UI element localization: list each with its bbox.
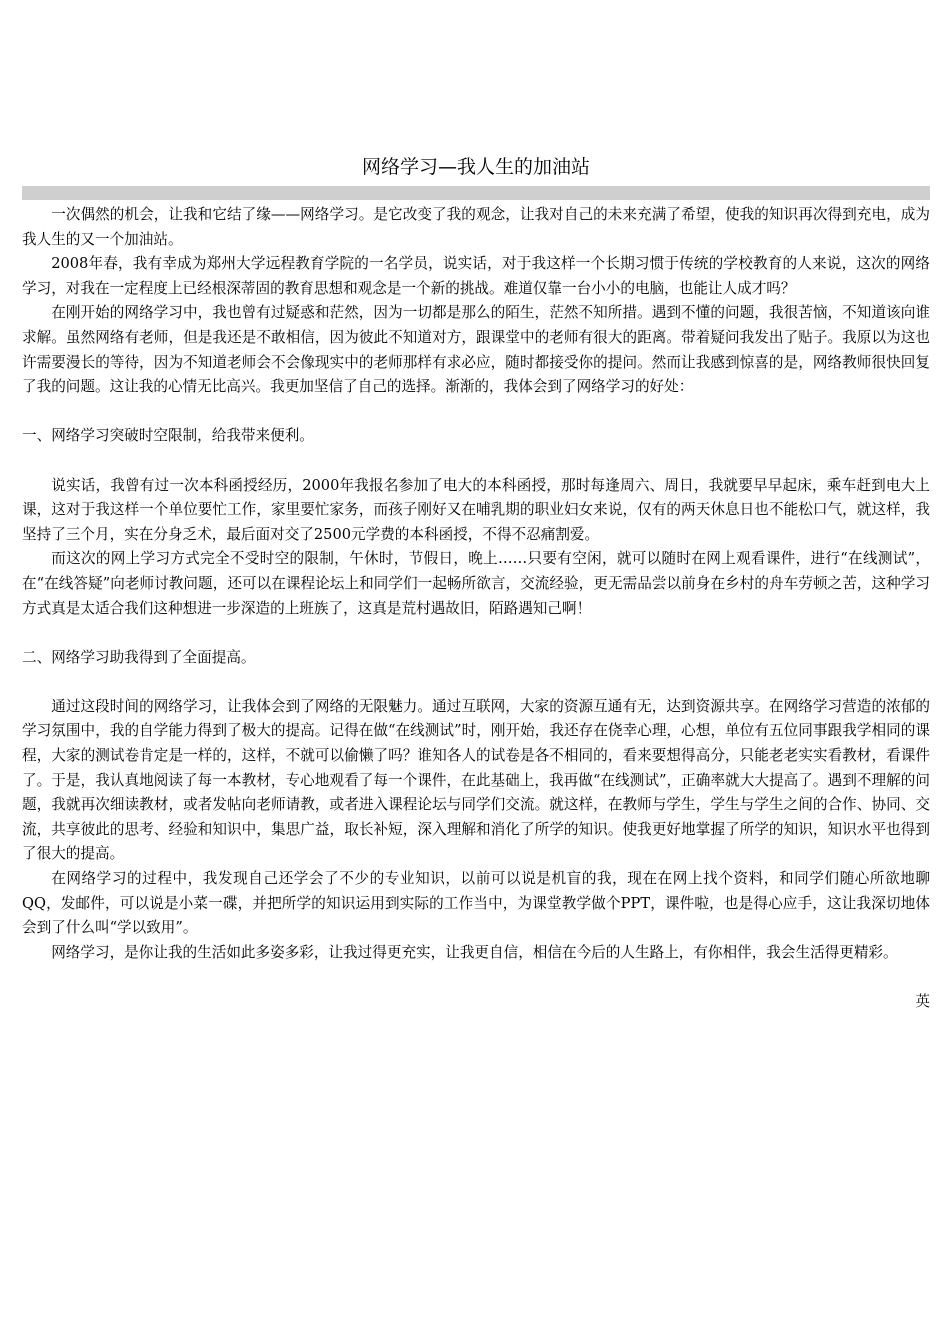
spacer: [22, 400, 930, 425]
document-body: [22, 203, 930, 1015]
spacer: [22, 670, 930, 695]
paragraph-intro: 一次偶然的机会，让我和它结了缘——网络学习。是它改变了我的观念，让我对自己的未来充满了希望，使我的知识再次得到充电，成为我人生的又一个加油站。: [22, 206, 930, 248]
paragraph-early-learning: 在刚开始的网络学习中，我也曾有过疑惑和茫然，因为一切都是那么的陌生，茫然不知所措。遇到不懂的问题，我很苦恼，不知道该向谁求解。虽然网络有老师，但是我还是不敢相信，因为彼此不知道对方，跟课堂中的老师有很大的距离。带着疑问我发出了贴子。我原以为这也许需要漫长的等待，因为不知道老师会不会像现实中的老师那样有求必应，随时都接受你的提问。然而让我感到惊喜的是，网络教师很快回复了我的问题。这让我的心情无比高兴。我更加坚信了自己的选择。渐渐的，我体会到了网络学习的好处：: [22, 304, 930, 396]
paragraph-professional-skills: 在网络学习的过程中，我发现自己还学会了不少的专业知识，以前可以说是机盲的我，现在在网上找个资料，和同学们随心所欲地聊QQ，发邮件，可以说是小菜一碟，并把所学的知识运用到实际的工作当中，为课堂教学做个PPT，课件啦，也是得心应手，这让我深切地体会到了什么叫“学以致用”。: [22, 870, 930, 937]
document-title: 网络学习—我人生的加油站: [361, 156, 590, 178]
paragraph-conclusion: 网络学习，是你让我的生活如此多姿多彩，让我过得更充实，让我更自信，相信在今后的人生路上，有你相伴，我会生活得更精彩。: [51, 943, 898, 961]
paragraph-online-convenience: 而这次的网上学习方式完全不受时空的限制，午休时，节假日，晚上……只要有空闲，就可以随时在网上观看课件，进行“在线测试”，在“在线答疑”向老师讨教问题，还可以在课程论坛上和同学们一起畅所欲言，交流经验，更无需品尝以前身在乡村的舟车劳顿之苦，这种学习方式真是太适合我们这种想进一步深造的上班族了，这真是荒村遇故旧，陌路遇知己啊！: [22, 550, 930, 617]
spacer: [22, 621, 930, 646]
section-heading-1: 一、网络学习突破时空限制，给我带来便利。: [22, 427, 314, 445]
section-heading-2: 二、网络学习助我得到了全面提高。: [22, 648, 256, 666]
author-signature: 英: [915, 993, 930, 1010]
paragraph-2008: 2008年春，我有幸成为郑州大学远程教育学院的一名学员，说实话，对于我这样一个长期习惯于传统的学校教育的人来说，这次的网络学习，对我在一定程度上已经根深蒂固的教育思想和观念是一个新的挑战。难道仅靠一台小小的电脑，也能让人成才吗？: [22, 255, 930, 297]
title-divider-bar: [22, 186, 930, 200]
paragraph-self-learning: 通过这段时间的网络学习，让我体会到了网络的无限魅力。通过互联网，大家的资源互通有无，达到资源共享。在网络学习营造的浓郁的学习氛围中，我的自学能力得到了极大的提高。记得在做“在线测试”时，刚开始，我还存在侥幸心理，心想，单位有五位同事跟我学相同的课程，大家的测试卷肯定是一样的，这样，不就可以偷懒了吗？谁知各人的试卷是各不相同的，看来要想得高分，只能老老实实看教材，看课件了。于是，我认真地阅读了每一本教材，专心地观看了每一个课件，在此基础上，我再做“在线测试”，正确率就大大提高了。遇到不理解的问题，我就再次细读教材，或者发帖向老师请教，或者进入课程论坛与同学们交流。就这样，在教师与学生，学生与学生之间的合作、协同、交流，共享彼此的思考、经验和知识中，集思广益，取长补短，深入理解和消化了所学的知识。使我更好地掌握了所学的知识，知识水平也得到了很大的提高。: [22, 697, 930, 863]
spacer: [22, 449, 930, 474]
paragraph-correspondence-course: 说实话，我曾有过一次本科函授经历，2000年我报名参加了电大的本科函授，那时每逢周六、周日，我就要早早起床，乘车赶到电大上课，这对于我这样一个单位要忙工作，家里要忙家务，而孩子刚好又在哺乳期的职业妇女来说，仅有的两天休息日也不能松口气，就这样，我坚持了三个月，实在分身乏术，最后面对交了2500元学费的本科函授，不得不忍痛割爱。: [22, 476, 930, 543]
